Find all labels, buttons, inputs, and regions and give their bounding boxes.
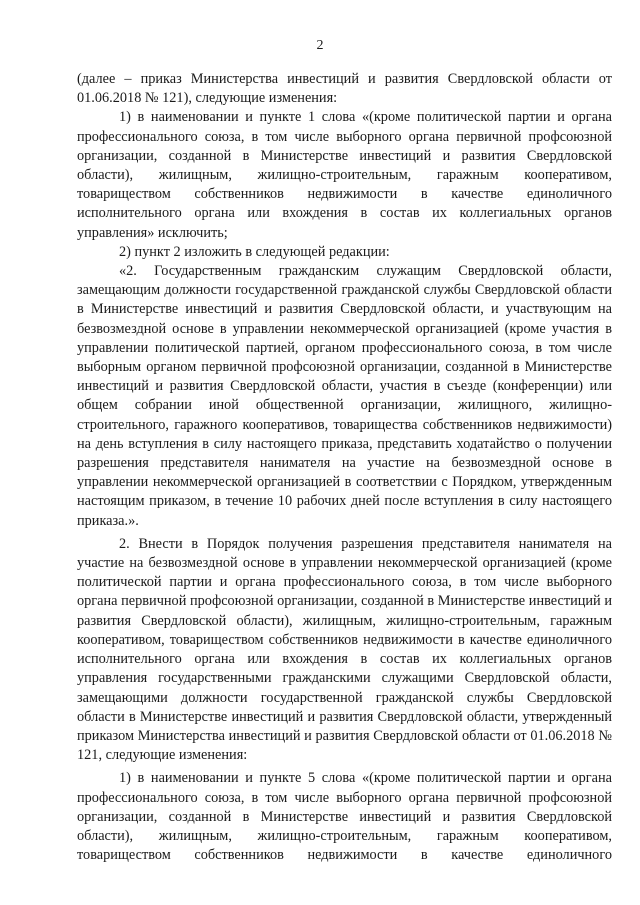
paragraph-new-clause-2: «2. Государственным гражданским служащим Свердловской области, замещающим должности государственной гражданской службы Свердловской области в Министерстве инвестиций и развития Свердловской области, и участвующим на безвозмездной основе в управлении некоммерческой организацией (кроме участия в управлении политической партией, органом профессионального союза, в том числе выборным органом первичной профсоюзной организации, созданной в Министерстве инвестиций и развития Свердловской области, участия в съезде (конференции) или общем собрании иной общественной организации, жилищного, жилищно-строительного, гаражного кооперативов, товарищества собственников недвижимости) на день вступления в силу настоящего приказа, представить ходатайство о получении разрешения представителя нанимателя на участие на безвозмездной основе в управлении некоммерческой организацией в соответствии с Порядком, утвержденным настоящим приказом, в течение 10 рабочих дней после вступления в силу настоящего приказа.». [77,263,612,529]
paragraph-intro: (далее – приказ Министерства инвестиций и развития Свердловской области от 01.06.2018 № 121), следующие изменения: [77,71,612,107]
page-number: 2 [316,38,324,53]
paragraph-amendment-1: 1) в наименовании и пункте 1 слова «(кроме политической партии и органа профессионального союза, в том числе выборного органа первичной профсоюзной организации, созданной в Министерстве инвестиций и развития Свердловской области), жилищным, жилищно-строительным, гаражным кооперативом, товариществом собственников недвижимости в качестве единоличного исполнительного органа или вхождения в состав их коллегиальных органов управления» исключить; [77,109,612,241]
paragraph-item-2: 2. Внести в Порядок получения разрешения представителя нанимателя на участие на безвозмездной основе в управлении некоммерческой организацией (кроме политической партии и органа профессионального союза, в том числе выборного органа первичной профсоюзной организации, созданной в Министерстве инвестиций и развития Свердловской области), жилищным, жилищно-строительным, гаражным кооперативом, товариществом собственников недвижимости в качестве единоличного исполнительного органа или вхождения в состав их коллегиальных органов управления государственными гражданскими служащими Свердловской области, замещающими должности государственной гражданской службы Свердловской области в Министерстве инвестиций и развития Свердловской области, утвержденный приказом Министерства инвестиций и развития Свердловской области от 01.06.2018 № 121, следующие изменения: [77,535,612,764]
paragraph-subitem-1: 1) в наименовании и пункте 5 слова «(кроме политической партии и органа профессионального союза, в том числе выборного органа первичной профсоюзной организации, созданной в Министерстве инвестиций и развития Свердловской области), жилищным, жилищно-строительным, гаражным кооперативом, товариществом собственников недвижимости в качестве единоличного [77,770,612,864]
paragraph-amendment-2: 2) пункт 2 изложить в следующей редакции: [119,243,390,260]
document-body [77,70,612,865]
